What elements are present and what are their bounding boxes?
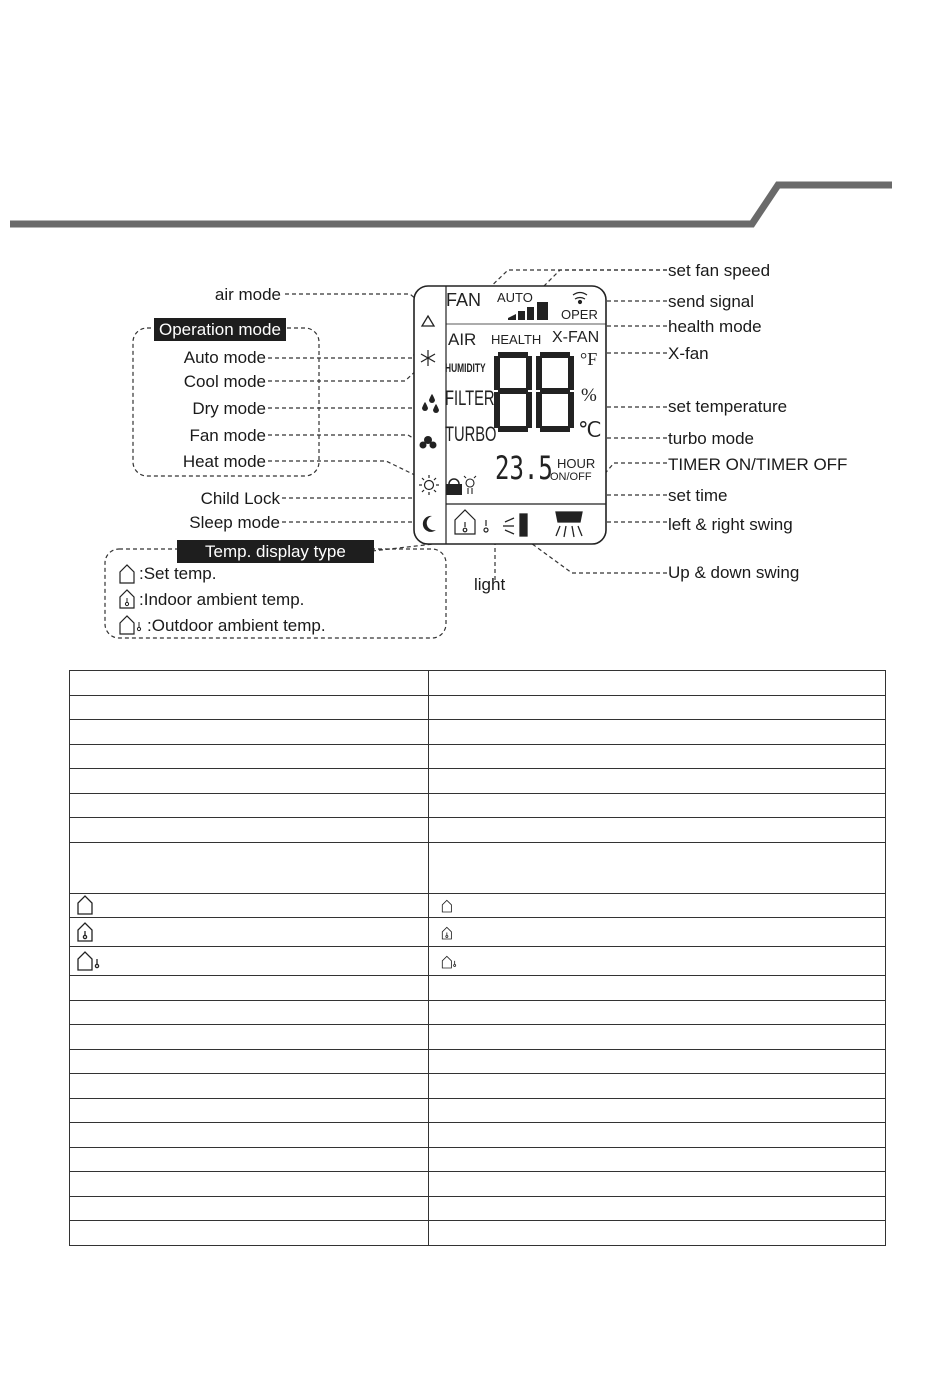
legend-indoor-temp: :Indoor ambient temp.	[139, 590, 305, 609]
house-indoor-icon	[76, 921, 96, 943]
table-cell	[429, 720, 886, 745]
lcd-percent: %	[581, 385, 597, 406]
label-light: light	[474, 575, 506, 594]
table-row	[70, 1025, 886, 1050]
table-cell	[70, 976, 429, 1001]
table-cell	[70, 671, 429, 696]
table-cell	[429, 893, 886, 918]
table-row	[70, 1196, 886, 1221]
table-row	[70, 1172, 886, 1197]
table-cell	[70, 695, 429, 720]
label-heat-mode: Heat mode	[182, 452, 266, 471]
table-cell	[429, 947, 886, 976]
table-cell	[70, 1196, 429, 1221]
legend-set-temp: :Set temp.	[139, 564, 217, 583]
table-row	[70, 976, 886, 1001]
label-send-signal: send signal	[668, 292, 755, 311]
table-row	[70, 744, 886, 769]
label-health-mode: health mode	[668, 317, 762, 336]
operation-mode-badge	[154, 318, 286, 341]
table-cell	[429, 769, 886, 794]
table-cell	[429, 818, 886, 843]
temp-display-badge	[177, 540, 374, 563]
table-cell	[70, 720, 429, 745]
table-cell	[70, 1025, 429, 1050]
table-row	[70, 793, 886, 818]
house-set-icon	[441, 899, 455, 913]
lcd-health: HEALTH	[491, 332, 542, 347]
operation-mode-title: Operation mode	[159, 320, 281, 339]
label-left-right-swing: left & right swing	[668, 515, 793, 534]
lcd-onoff: ON/OFF	[550, 471, 592, 483]
label-auto-mode: Auto mode	[183, 348, 266, 367]
table-cell	[429, 695, 886, 720]
table-cell	[429, 1147, 886, 1172]
table-cell	[429, 1074, 886, 1099]
table-cell	[70, 918, 429, 947]
label-set-temperature: set temperature	[668, 397, 788, 416]
table-cell	[429, 976, 886, 1001]
label-up-down-swing: Up & down swing	[668, 563, 800, 582]
table-cell	[70, 818, 429, 843]
label-timer: TIMER ON/TIMER OFF	[668, 455, 848, 474]
label-dry-mode: Dry mode	[192, 399, 266, 418]
table-cell	[70, 1049, 429, 1074]
table-row	[70, 1147, 886, 1172]
table-cell	[429, 793, 886, 818]
label-set-fan-speed: set fan speed	[668, 261, 771, 280]
table-cell	[70, 1221, 429, 1246]
lcd-deg-f: °F	[580, 349, 598, 369]
label-turbo-mode: turbo mode	[668, 429, 754, 448]
table-cell	[70, 1000, 429, 1025]
label-cool-mode: Cool mode	[183, 372, 266, 391]
table-cell	[70, 1172, 429, 1197]
table-cell	[429, 842, 886, 893]
house-outdoor-icon	[76, 950, 104, 972]
header-rule	[0, 0, 950, 240]
table-row	[70, 671, 886, 696]
table-cell	[70, 744, 429, 769]
label-child-lock: Child Lock	[200, 489, 280, 508]
table-cell	[429, 744, 886, 769]
table-row	[70, 842, 886, 893]
table-row	[70, 1098, 886, 1123]
table-cell	[70, 1147, 429, 1172]
label-set-time: set time	[668, 486, 728, 505]
temp-display-title: Temp. display type	[205, 542, 346, 561]
lcd-air: AIR	[448, 330, 477, 349]
table-row	[70, 720, 886, 745]
table-cell	[429, 1172, 886, 1197]
label-x-fan: X-fan	[668, 344, 709, 363]
table-row	[70, 918, 886, 947]
lcd-deg-c: ℃	[578, 418, 602, 442]
table-row	[70, 893, 886, 918]
table-row	[70, 1221, 886, 1246]
table-cell	[429, 1221, 886, 1246]
table-row	[70, 695, 886, 720]
table-cell	[429, 1098, 886, 1123]
table-cell	[429, 1025, 886, 1050]
table-cell	[70, 842, 429, 893]
lcd-filter: FILTER	[445, 387, 495, 410]
lcd-auto: AUTO	[497, 290, 533, 305]
table-cell	[70, 769, 429, 794]
table-cell	[70, 893, 429, 918]
table-cell	[429, 1123, 886, 1148]
table-cell	[429, 1049, 886, 1074]
mode-table	[69, 670, 886, 1246]
lcd-humidity: HUMIDITY	[445, 361, 486, 375]
legend-outdoor-temp: :Outdoor ambient temp.	[147, 616, 326, 635]
house-outdoor-icon	[118, 614, 146, 636]
house-set-icon	[118, 563, 138, 585]
house-set-icon	[76, 894, 96, 916]
lcd-xfan: X-FAN	[552, 329, 600, 346]
table-cell	[429, 918, 886, 947]
lcd-time: 23.5	[495, 449, 553, 487]
table-cell	[70, 1123, 429, 1148]
table-cell	[70, 1098, 429, 1123]
table-row	[70, 1000, 886, 1025]
table-row	[70, 769, 886, 794]
lcd-hour: HOUR	[557, 456, 596, 471]
label-fan-mode: Fan mode	[189, 426, 266, 445]
table-row	[70, 1049, 886, 1074]
table-cell	[70, 1074, 429, 1099]
table-cell	[70, 947, 429, 976]
table-cell	[70, 793, 429, 818]
table-row	[70, 818, 886, 843]
label-sleep-mode: Sleep mode	[189, 513, 280, 532]
house-indoor-icon	[441, 926, 455, 940]
house-indoor-icon	[118, 588, 138, 610]
lcd-oper: OPER	[561, 307, 598, 322]
lcd-turbo: TURBO	[445, 423, 497, 446]
table-row	[70, 947, 886, 976]
table-row	[70, 1123, 886, 1148]
label-air-mode: air mode	[214, 285, 281, 304]
house-outdoor-icon	[441, 955, 461, 969]
table-cell	[429, 1000, 886, 1025]
table-cell	[429, 1196, 886, 1221]
table-row	[70, 1074, 886, 1099]
table-cell	[429, 671, 886, 696]
lcd-fan: FAN	[446, 290, 482, 310]
